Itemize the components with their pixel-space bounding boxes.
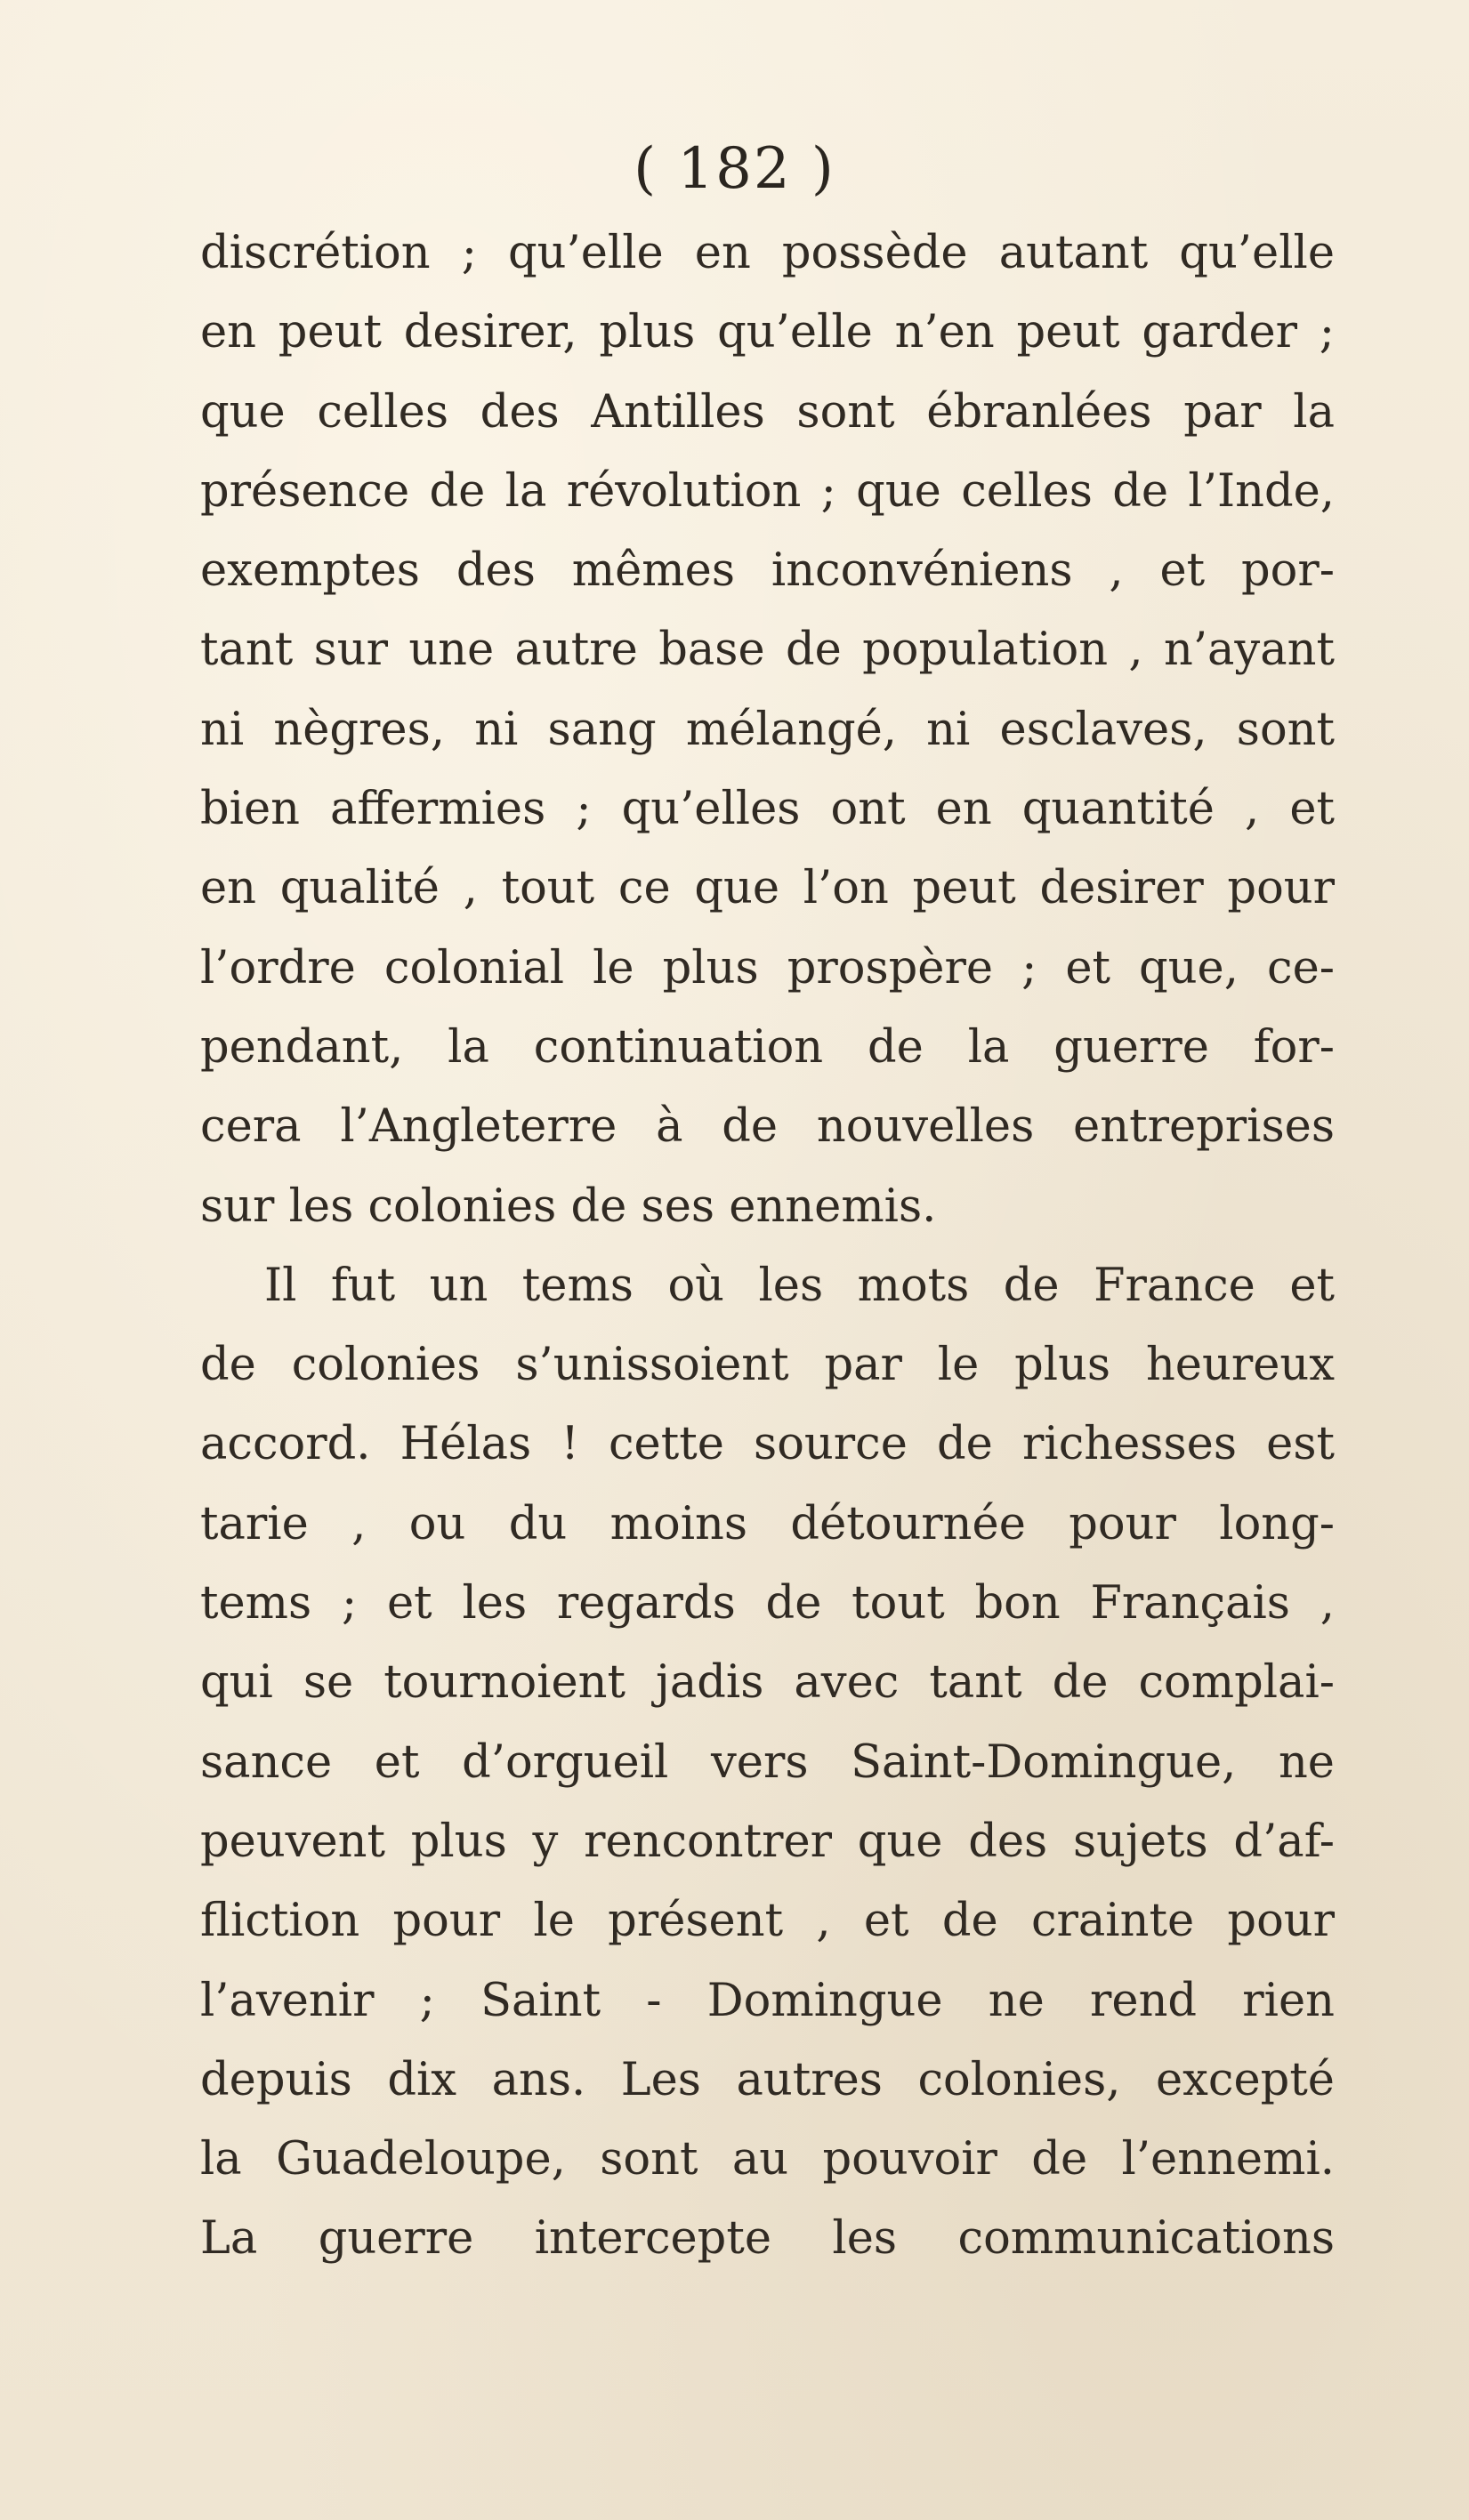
text-line: présence de la révolution ; que celles de l’Inde,	[200, 464, 1335, 518]
text-line: la Guadeloupe, sont au pouvoir de l’ennemi.	[200, 2133, 1335, 2186]
text-line: l’avenir ; Saint - Domingue ne rend rien	[200, 1974, 1335, 2027]
text-line: bien affermies ; qu’elles ont en quantité , et	[200, 783, 1335, 836]
text-line: tant sur une autre base de population , n’ayant	[200, 624, 1335, 677]
text-line: de colonies s’unissoient par le plus heureux	[200, 1339, 1335, 1392]
page-number: ( 182 )	[634, 136, 835, 202]
text-line: La guerre intercepte les communications	[200, 2212, 1335, 2266]
text-line: l’ordre colonial le plus prospère ; et que, ce-	[200, 941, 1335, 994]
text-line: ni nègres, ni sang mélangé, ni esclaves, sont	[200, 703, 1335, 756]
text-line: discrétion ; qu’elle en possède autant qu’elle	[200, 227, 1335, 279]
text-line: pendant, la continuation de la guerre for-	[200, 1020, 1335, 1074]
text-line: sance et d’orgueil vers Saint-Domingue, ne	[200, 1735, 1335, 1789]
text-line: accord. Hélas ! cette source de richesses est	[200, 1418, 1335, 1471]
body-text	[200, 213, 1335, 2279]
paragraph-start-line: Il fut un tems où les mots de France et	[264, 1259, 1335, 1312]
text-line: peuvent plus y rencontrer que des sujets d’af-	[200, 1815, 1335, 1868]
text-line: que celles des Antilles sont ébranlées par la	[200, 385, 1335, 439]
text-line: depuis dix ans. Les autres colonies, excepté	[200, 2053, 1335, 2106]
text-line: tarie , ou du moins détournée pour long-	[200, 1497, 1335, 1550]
paragraph-end-line: sur les colonies de ses ennemis.	[200, 1179, 937, 1233]
text-line: cera l’Angleterre à de nouvelles entreprises	[200, 1100, 1335, 1154]
text-line: en qualité , tout ce que l’on peut desirer pour	[200, 862, 1335, 915]
text-line: qui se tournoient jadis avec tant de complai-	[200, 1656, 1335, 1710]
text-line: tems ; et les regards de tout bon Français ,	[200, 1577, 1335, 1630]
text-line: exemptes des mêmes inconvéniens , et por-	[200, 544, 1335, 598]
text-line: fliction pour le présent , et de crainte pour	[200, 1895, 1335, 1948]
text-line: en peut desirer, plus qu’elle n’en peut garder ;	[200, 306, 1335, 359]
